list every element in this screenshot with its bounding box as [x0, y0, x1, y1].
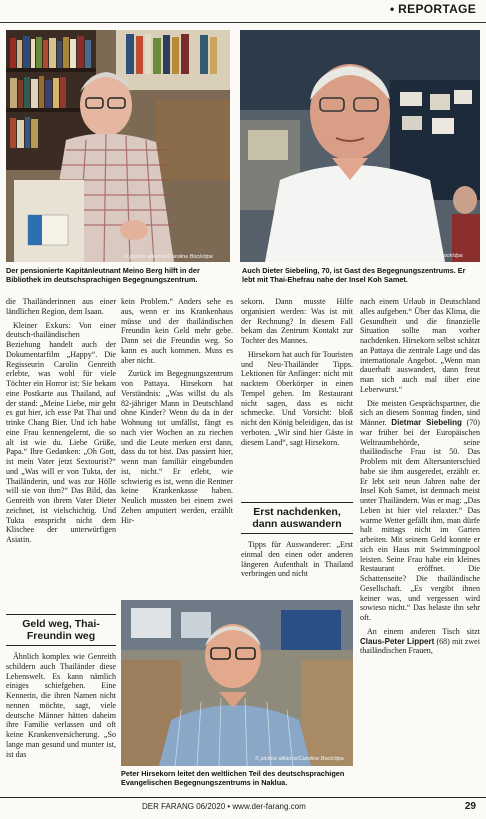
photo-meino-berg	[6, 30, 230, 262]
paragraph: Tipps für Auswanderer: „Erst einmal den einen oder anderen längeren Aufenthalt in Thailand verbringen und nicht	[241, 540, 353, 579]
text: (68) mit zwei thailändischen Frauen,	[360, 636, 480, 656]
caption-meino-berg: Der pensionierte Kapitänleutnant Meino Berg hilft in der Bibliothek im deutschsprachigen Begegnungszentrum.	[6, 266, 200, 284]
name-claus-peter-lippert: Claus-Peter Lippert	[360, 636, 435, 646]
paragraph: nach einem Urlaub in Deutschland alles aufgeben.“ Über das Klima, die Gesundheit und die finanzielle Situation sollte man vorher nachdenken. Hirsekorn selbst schätzt an Pattaya die zentrale Lage und das internationale Angebot. „Wenn man dauerhaft auswandert, dann freut man sich auch mal über eine Leberwurst.“	[360, 297, 480, 394]
text: (70) war früher bei der Europäischen Weltraumbehörde, seine thailändische Frau ist 50. Das Problem mit dem Altersunterschied habe sie ihm ausgeredet, erzählt er. Er lebt seit neun Jahren nahe der Insel Koh Samet, ist demnach meist unter Thailändern. Was er mag: „Das Leben ist hier viel relaxter.“ Das warme Wetter gefällt ihm, man dürfe halt mittags nicht im Garten arbeiten. Mit seinem Geld konnte er sich ein Haus mit Swimmingpool leisten. Seine Frau habe ein kleines Restaurant eröffnet. Die Schattenseite? Die thailändische Gesellschaft. „Es vergibt ihnen keiner was, und vergessen wird sowieso nicht.“ Das belaste ihn sehr oft.	[360, 418, 480, 622]
paragraph: kein Problem.“ Anders sehe es aus, wenn er ins Krankenhaus müsse und der thailändischen Freundin kein Geld mehr gebe. Dann sei die Freundin weg. So kann es auch kommen. Muss es aber nicht.	[121, 297, 233, 365]
subheading-geld-weg: Geld weg, Thai-Freundin weg	[6, 614, 116, 646]
column-3	[241, 297, 353, 447]
section-label: • REPORTAGE	[390, 2, 476, 16]
paragraph: Zurück im Begegnungszentrum von Pattaya. Hirsekorn hat Verständnis: „Was willst du als 82-jähriger Mann in Deutschland ohne Kinder? Wenn du da in der Wohnung tot umfällst, fängt es nach vier Wochen an zu riechen und die Leute merken erst dann, dass du tot bist. Das passiert hier, wenn man familiär eingebunden ist, nicht.“ Er erlebt, wie schwierig es ist, wenn die Rentner keine Krankenkasse haben. Neulich mussten bei einem zwei Zehen amputiert werden, erzählt Hir-	[121, 369, 233, 525]
paragraph: die Thailänderinnen aus einer ländlichen Region, dem Isaan.	[6, 297, 116, 316]
paragraph: sekorn. Dann musste Hilfe organisiert werden: Was ist mit der Rechnung? In diesem Fall bekam das Zentrum Kontakt zur Tochter des Mannes.	[241, 297, 353, 345]
column-4	[360, 297, 480, 656]
photo-credit-peter-hirsekorn: © picture alliance/Caroline Bock/dpa	[255, 756, 344, 762]
caption-peter-hirsekorn: Peter Hirsekorn leitet den weltlichen Teil des deutschsprachigen Evangelischen Begegnungszentrums in Naklua.	[121, 769, 345, 787]
page-header	[0, 0, 486, 23]
photo-peter-hirsekorn	[121, 600, 353, 766]
column-1	[6, 297, 116, 545]
paragraph-dietmar	[360, 399, 480, 623]
paragraph: Ähnlich komplex wie Genreith schildern auch Thailänder diese Lebenswelt. Es kann nämlich einiges schiefgehen. Eine Kennerin, die ihren Namen nicht nennen möchte, sagt, viele deutsche Männer hätten daheim ihre Familie verlassen und oft keine Krankenversicherung. „So lange man gesund und munter ist, ist das	[6, 652, 116, 759]
page-number: 29	[464, 801, 476, 812]
paragraph: Kleiner Exkurs: Von einer deutsch-thailändischen Beziehung handelt auch der Dokumentarfilm „Happy“. Die Regisseurin Carolin Genreith erlebte, was wohl für viele Töchter ein Horror ist: Sie bekam eine Postkarte aus Thailand, auf der stand: „Meine Liebe, mir geht es gut hier, ich esse Pat Thai und trinke Chang Bier. Und ich habe eine Frau kennengelernt, die so alt ist wie du. Liebe Grüße, Papa.“ Ihre Gedanken: „Oh Gott, ist mein Vater jetzt Sextourist?“ und „Was will er von Tukta, der Thailänderin, und was zur Hölle will sie von ihm?“ Das Bild, das Genreith von ihrem Vater Dieter zeichnet, ist vielschichtig. Und Tukta entspricht nicht dem Klischee der unterwürfigen Asiatin.	[6, 320, 116, 544]
photo-dieter-siebeling	[240, 30, 480, 262]
caption-dieter-siebeling: Auch Dieter Siebeling, 70, ist Gast des Begegnungszentrums. Er lebt mit Thai-Ehefrau nahe der Insel Koh Samet.	[242, 266, 466, 284]
column-2	[121, 297, 233, 525]
text: Die meisten Gesprächspartner, die sich an diesem Sonntag finden, sind Männer.	[360, 398, 480, 427]
paragraph: Hirsekorn hat auch für Touristen und Neu-Thailänder Tipps. Lektionen für Anfänger: nicht mit nacktem Oberkörper in einen Tempel gehen. Im Restaurant nicht sagen, dass es nicht schmecke. Und Vorsicht: bloß nicht den König beleidigen, das ist verboten. „Wir sind hier Gäste in diesem Land“, sagt Hirsekorn.	[241, 349, 353, 447]
column-3b	[241, 540, 353, 579]
page-footer	[0, 797, 486, 819]
paragraph-lippert	[360, 627, 480, 656]
photo-credit-dieter-siebeling: © picture alliance/Caroline Bock/dpa	[374, 253, 463, 259]
column-1b	[6, 652, 116, 759]
photo-credit-meino-berg: © picture alliance/Caroline Bock/dpa	[124, 254, 213, 260]
footer-line: DER FARANG 06/2020 • www.der-farang.com	[142, 802, 306, 811]
name-dietmar-siebeling: Dietmar Siebeling	[391, 418, 462, 427]
subheading-erst-nachdenken: Erst nachdenken, dann auswandern	[241, 502, 353, 534]
text: An einem anderen Tisch sitzt	[367, 626, 480, 636]
